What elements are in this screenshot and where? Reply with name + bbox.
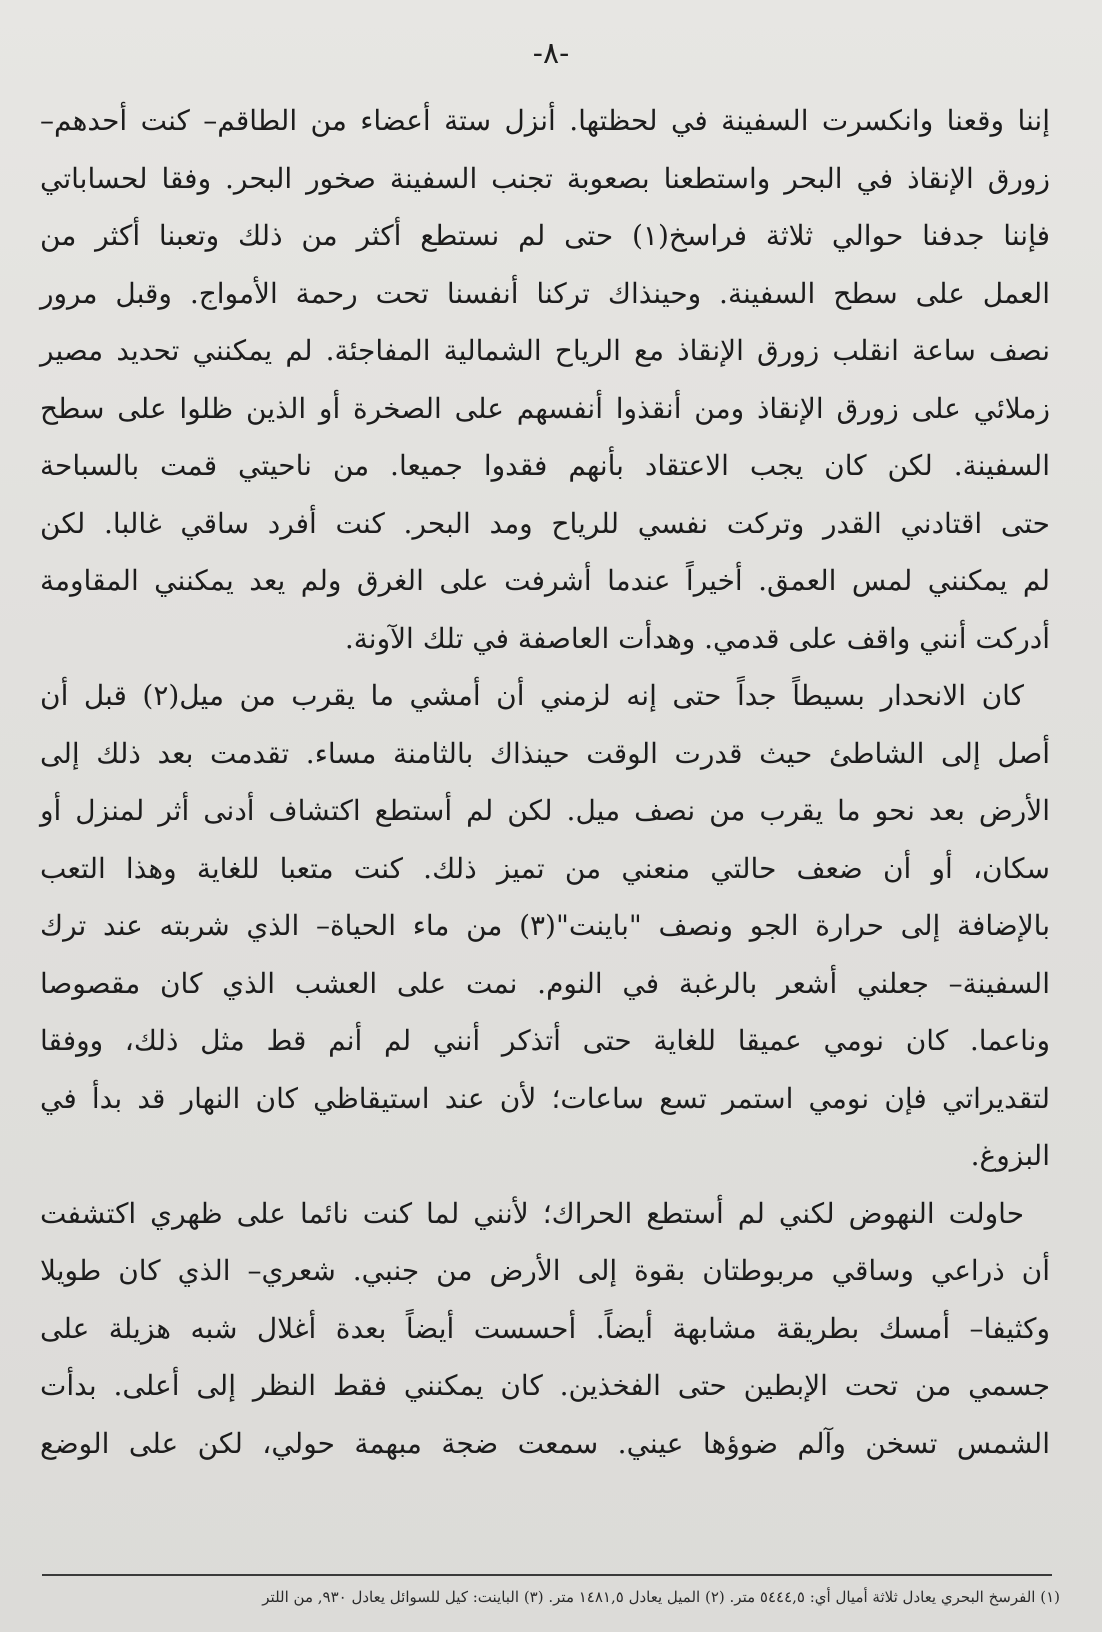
text-line: زورق الإنقاذ في البحر واستطعنا بصعوبة تجنب السفينة صخور البحر. وفقا لحساباتي <box>40 161 1050 195</box>
text-line: لم يمكنني لمس العمق. أخيراً عندما أشرفت على الغرق ولم يعد يمكنني المقاومة <box>40 564 1050 597</box>
text-line: فإننا جدفنا حوالي ثلاثة فراسخ(١) حتى لم نستطع أكثر من ذلك وتعبنا أكثر من <box>40 219 1051 252</box>
text-line: حاولت النهوض لكني لم أستطع الحراك؛ لأنني لما كنت نائما على ظهري اكتشفت <box>40 1196 1024 1230</box>
body-text <box>40 92 1050 1472</box>
text-line: وكثيفا– أمسك بطريقة مشابهة أيضاً. أحسست أيضاً بعدة أغلال شبه هزيلة على <box>40 1311 1050 1345</box>
text-line: جسمي من تحت الإبطين حتى الفخذين. كان يمكنني فقط النظر إلى أعلى. بدأت <box>40 1369 1050 1402</box>
text-line: نصف ساعة انقلب زورق الإنقاذ مع الرياح الشمالية المفاجئة. لم يمكنني تحديد مصير <box>40 334 1050 367</box>
footnote-3: (٣) الباينت: كيل للسوائل يعادل ٩٣٠, من اللتر <box>262 1588 544 1606</box>
text-line: بالإضافة إلى حرارة الجو ونصف "باينت"(٣) من ماء الحياة– الذي شربته عند ترك <box>40 909 1050 942</box>
text-line: سكان، أو أن ضعف حالتي منعني من تميز ذلك. كنت متعبا للغاية وهذا التعب <box>40 851 1050 885</box>
footnotes <box>40 1588 1060 1606</box>
text-line: إننا وقعنا وانكسرت السفينة في لحظتها. أنزل ستة أعضاء من الطاقم– كنت أحدهم– <box>40 104 1050 137</box>
text-line: البزوغ. <box>970 1139 1050 1172</box>
text-line: العمل على سطح السفينة. وحينذاك تركنا أنفسنا تحت رحمة الأمواج. وقبل مرور <box>40 276 1050 310</box>
text-line: لتقديراتي فإن نومي استمر تسع ساعات؛ لأن عند استيقاظي كان النهار قد بدأ في <box>40 1081 1050 1115</box>
text-line: زملائي على زورق الإنقاذ ومن أنقذوا أنفسهم على الصخرة أو الذين ظلوا على سطح <box>40 391 1050 425</box>
text-line: أن ذراعي وساقي مربوطتان بقوة إلى الأرض من جنبي. شعري– الذي كان طويلا <box>40 1254 1050 1287</box>
page-number: -٨- <box>532 36 570 71</box>
paragraph-3 <box>40 1185 1050 1473</box>
text-line: كان الانحدار بسيطاً جداً حتى إنه لزمني أن أمشي ما يقرب من ميل(٢) قبل أن <box>40 679 1024 712</box>
text-line: وناعما. كان نومي عميقا للغاية حتى أتذكر أنني لم أنم قط مثل ذلك، ووفقا <box>40 1024 1051 1057</box>
footnote-divider <box>42 1574 1052 1576</box>
paragraph-1 <box>40 92 1050 667</box>
text-line: حتى اقتادني القدر وتركت نفسي للرياح ومد البحر. كنت أفرد ساقي غالبا. لكن <box>40 506 1050 540</box>
text-line: أدركت أنني واقف على قدمي. وهدأت العاصفة في تلك الآونة. <box>344 621 1050 655</box>
paragraph-2 <box>40 667 1050 1185</box>
text-line: الشمس تسخن وآلم ضوؤها عيني. سمعت ضجة مبهمة حولي، لكن على الوضع <box>40 1426 1050 1460</box>
footnote-2: (٢) الميل يعادل ١٤٨١,٥ متر. <box>548 1588 725 1606</box>
text-line: أصل إلى الشاطئ حيث قدرت الوقت حينذاك بالثامنة مساء. تقدمت بعد ذلك إلى <box>40 736 1050 770</box>
text-line: السفينة– جعلني أشعر بالرغبة في النوم. نمت على العشب الذي كان مقصوصا <box>40 966 1050 1000</box>
text-line: الأرض بعد نحو ما يقرب من نصف ميل. لكن لم أستطع اكتشاف أدنى أثر لمنزل أو <box>40 794 1050 827</box>
footnote-1: (١) الفرسخ البحري يعادل ثلاثة أميال أي: ٥٤٤٤,٥ متر. <box>729 1588 1060 1606</box>
text-line: السفينة. لكن كان يجب الاعتقاد بأنهم فقدوا جميعا. من ناحيتي قمت بالسباحة <box>40 449 1050 482</box>
